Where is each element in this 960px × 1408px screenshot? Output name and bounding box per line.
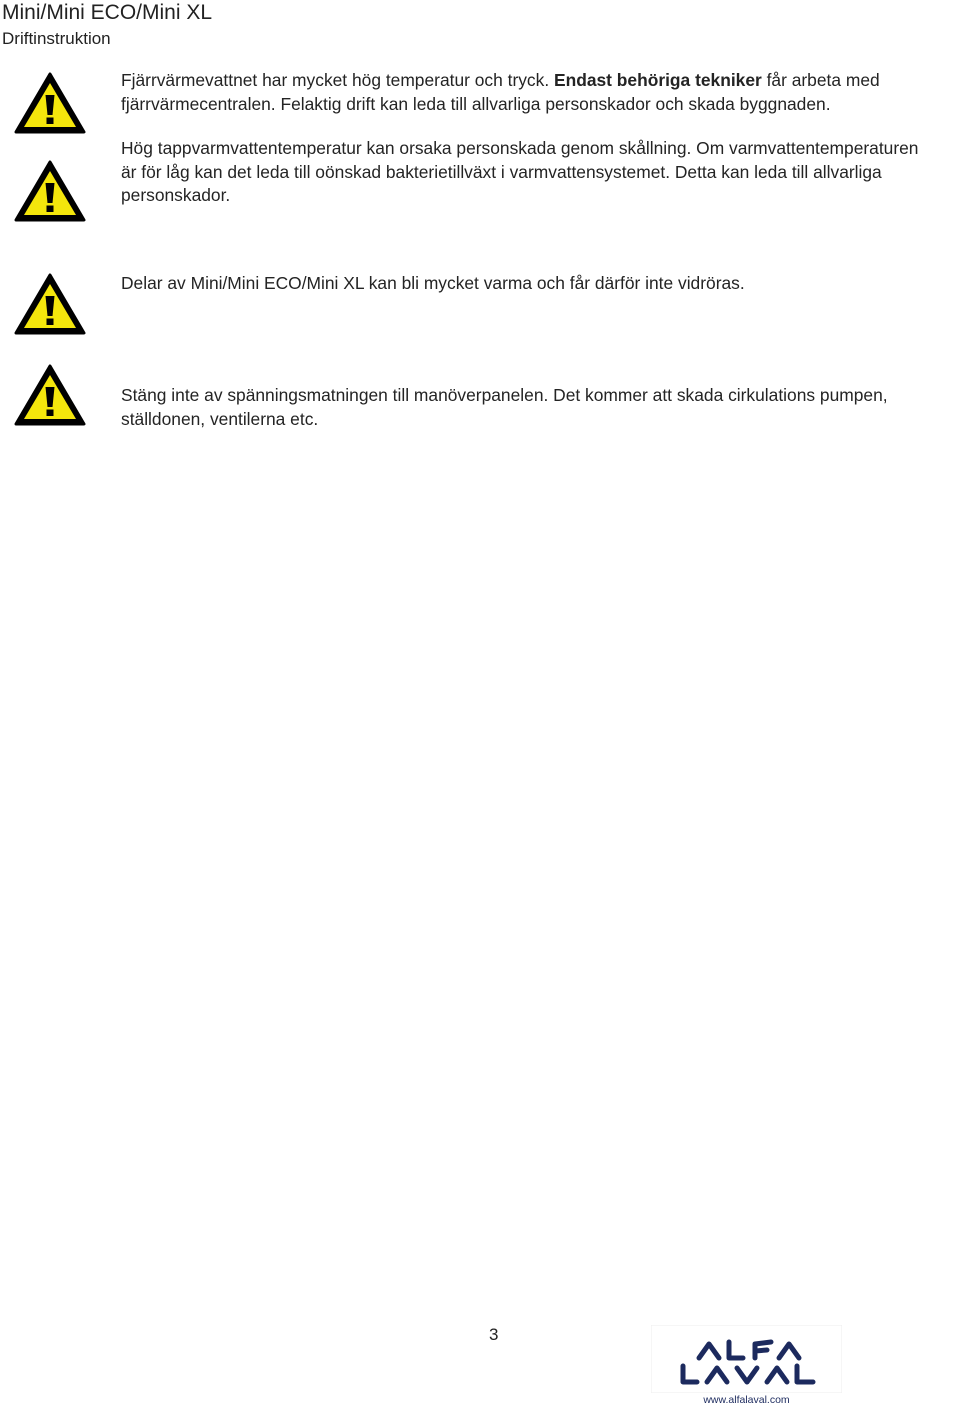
company-website: www.alfalaval.com: [703, 1394, 790, 1406]
warning-block-hot-surfaces: [121, 272, 921, 296]
warning-triangle-icon: [14, 72, 86, 134]
document-title: Mini/Mini ECO/Mini XL: [2, 1, 213, 24]
warning-triangle-icon: [14, 364, 86, 426]
warning-text-power-supply: Stäng inte av spänningsmatningen till manöverpanelen. Det kommer att skada cirkulations pumpen, ställdonen, ventilerna etc.: [121, 385, 888, 429]
warning-block-high-temperature: [121, 69, 921, 208]
warning-emphasis: Endast behöriga tekniker: [553, 70, 762, 90]
warning-text-part: får arbeta med fjärrvärmecentralen. Felaktig drift kan leda till allvarliga personskador och skada byggnaden.: [121, 70, 880, 114]
alfa-laval-wordmark-icon: [651, 1325, 842, 1393]
warning-text-district-heating: [121, 69, 921, 116]
warning-block-power-supply: [121, 384, 921, 431]
alfa-laval-logo: [651, 1325, 842, 1408]
warning-text-scalding: Hög tappvarmvattentemperatur kan orsaka personskada genom skållning. Om varmvattentemperaturen är för låg kan det leda till oönskad bakterietillväxt i varmvattensystemet. Detta kan leda till allvarliga personskador.: [121, 138, 919, 205]
document-subtitle: Driftinstruktion: [2, 29, 111, 48]
warning-triangle-icon: [14, 160, 86, 222]
document-header: [2, 0, 212, 50]
warning-text-part: Fjärrvärmevattnet har mycket hög temperatur och tryck.: [121, 70, 554, 90]
page-number: 3: [489, 1325, 499, 1344]
warning-triangle-icon: [14, 273, 86, 335]
warning-text-hot-surfaces: Delar av Mini/Mini ECO/Mini XL kan bli mycket varma och får därför inte vidröras.: [121, 273, 745, 293]
